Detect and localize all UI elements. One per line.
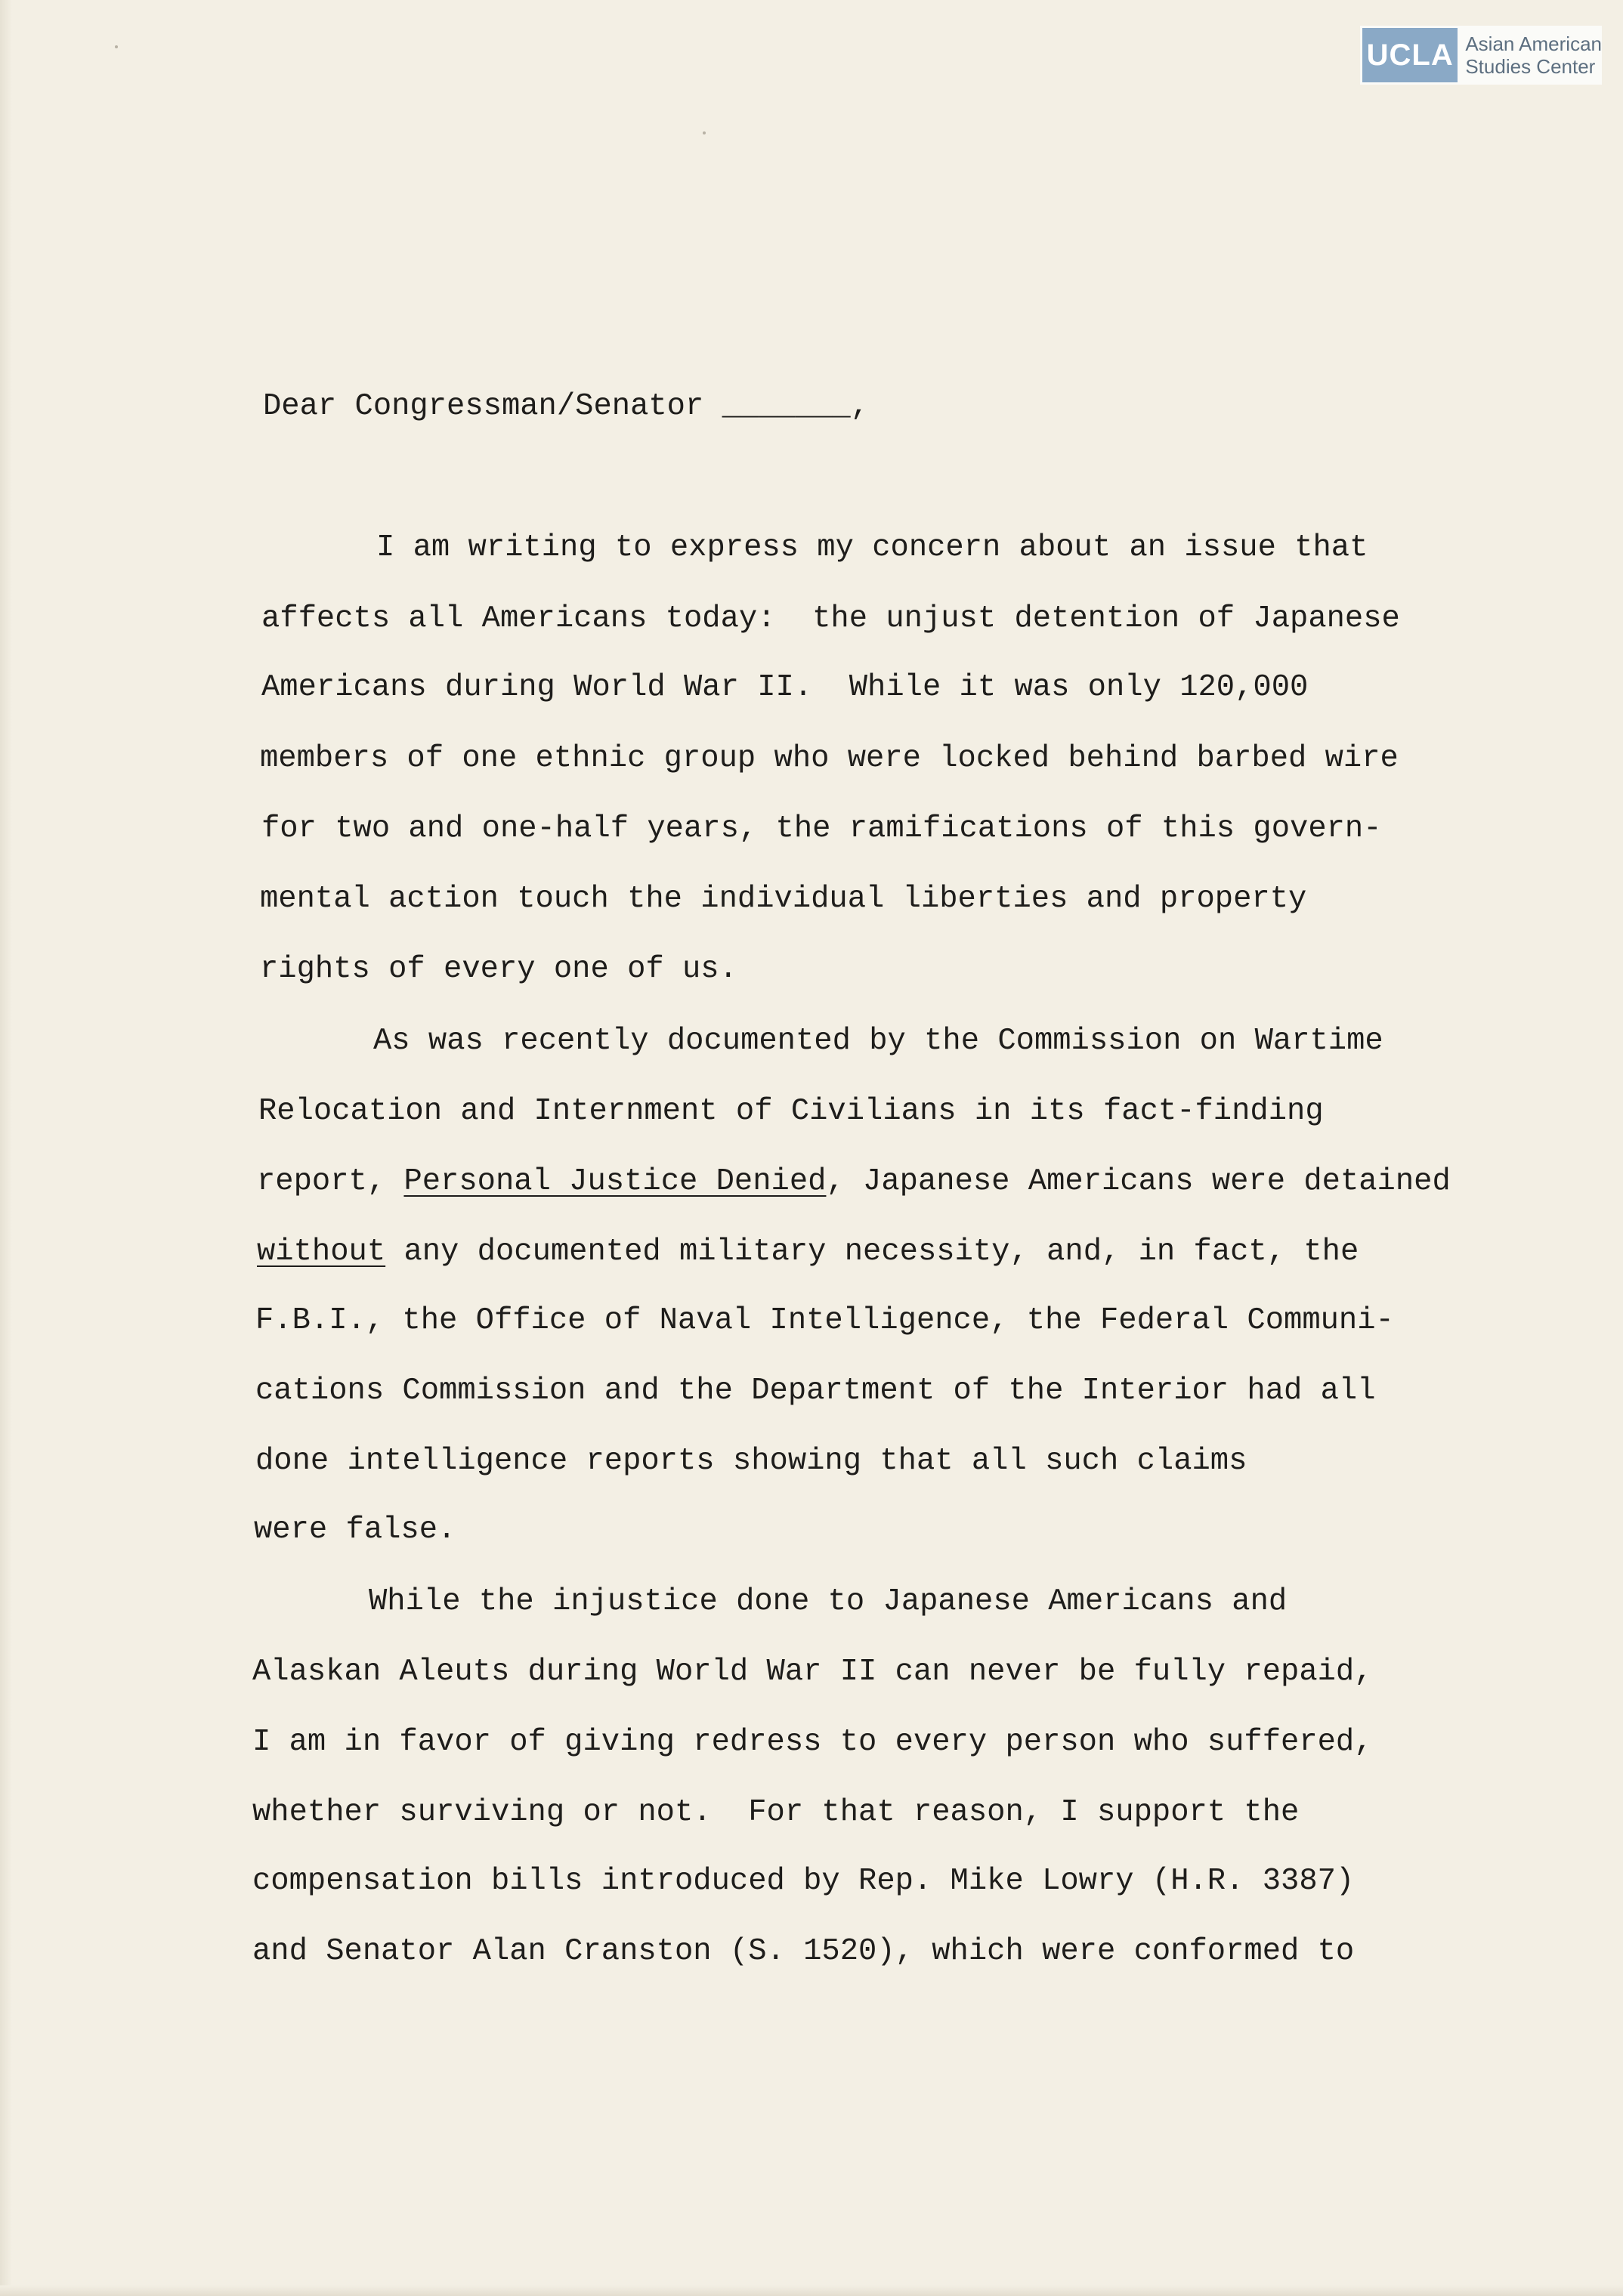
report-text: report, (257, 1164, 404, 1199)
paragraph-1-line-1: I am writing to express my concern about an issue that (376, 530, 1368, 565)
paragraph-1-line-7: rights of every one of us. (260, 952, 737, 987)
paragraph-2-line-6: cations Commission and the Department of the Interior had all (255, 1374, 1376, 1408)
paragraph-2-line-3 (257, 1164, 1451, 1199)
paragraph-1-line-2: affects all Americans today: the unjust detention of Japanese (261, 601, 1400, 636)
paragraph-2-line-7: done intelligence reports showing that all such claims (255, 1444, 1247, 1479)
paragraph-1-line-6: mental action touch the individual liberties and property (260, 882, 1307, 916)
paper-left-edge (0, 0, 12, 2296)
paper-bottom-edge (0, 2285, 1623, 2296)
paper-speck (703, 131, 706, 134)
paragraph-2-line-2: Relocation and Internment of Civilians in its fact-finding (258, 1094, 1324, 1129)
paragraph-3-line-1: While the injustice done to Japanese Americans and (369, 1584, 1288, 1619)
paragraph-2-line-8: were false. (254, 1513, 456, 1547)
line-4-text: any documented military necessity, and, in fact, the (385, 1235, 1359, 1269)
paragraph-3-line-2: Alaskan Aleuts during World War II can never be fully repaid, (252, 1655, 1373, 1689)
ucla-asian-american-studies-logo (1360, 26, 1602, 85)
salutation: Dear Congressman/Senator _______, (263, 389, 870, 424)
ucla-logo-mark: UCLA (1362, 28, 1458, 82)
paragraph-2-line-5: F.B.I., the Office of Naval Intelligence, the Federal Communi- (255, 1303, 1394, 1338)
paragraph-2-line-1: As was recently documented by the Commission on Wartime (373, 1024, 1383, 1058)
report-title-personal-justice-denied: Personal Justice Denied (403, 1164, 827, 1199)
emphasis-without: without (257, 1235, 386, 1269)
paragraph-1-line-5: for two and one-half years, the ramifications of this govern- (261, 811, 1382, 846)
paragraph-3-line-5: compensation bills introduced by Rep. Mike Lowry (H.R. 3387) (252, 1864, 1355, 1899)
report-text-continued: , Japanese Americans were detained (826, 1164, 1451, 1199)
paragraph-1-line-3: Americans during World War II. While it was only 120,000 (261, 670, 1309, 705)
paragraph-3-line-4: whether surviving or not. For that reason, I support the (252, 1795, 1300, 1830)
paragraph-3-line-6: and Senator Alan Cranston (S. 1520), which were conformed to (252, 1934, 1355, 1969)
paragraph-2-line-4 (257, 1237, 1359, 1268)
ucla-logo-text: Asian American Studies Center (1465, 32, 1602, 78)
paragraph-1-line-4: members of one ethnic group who were locked behind barbed wire (260, 741, 1399, 776)
paragraph-3-line-3: I am in favor of giving redress to every person who suffered, (252, 1725, 1373, 1760)
paper-speck (115, 45, 118, 48)
